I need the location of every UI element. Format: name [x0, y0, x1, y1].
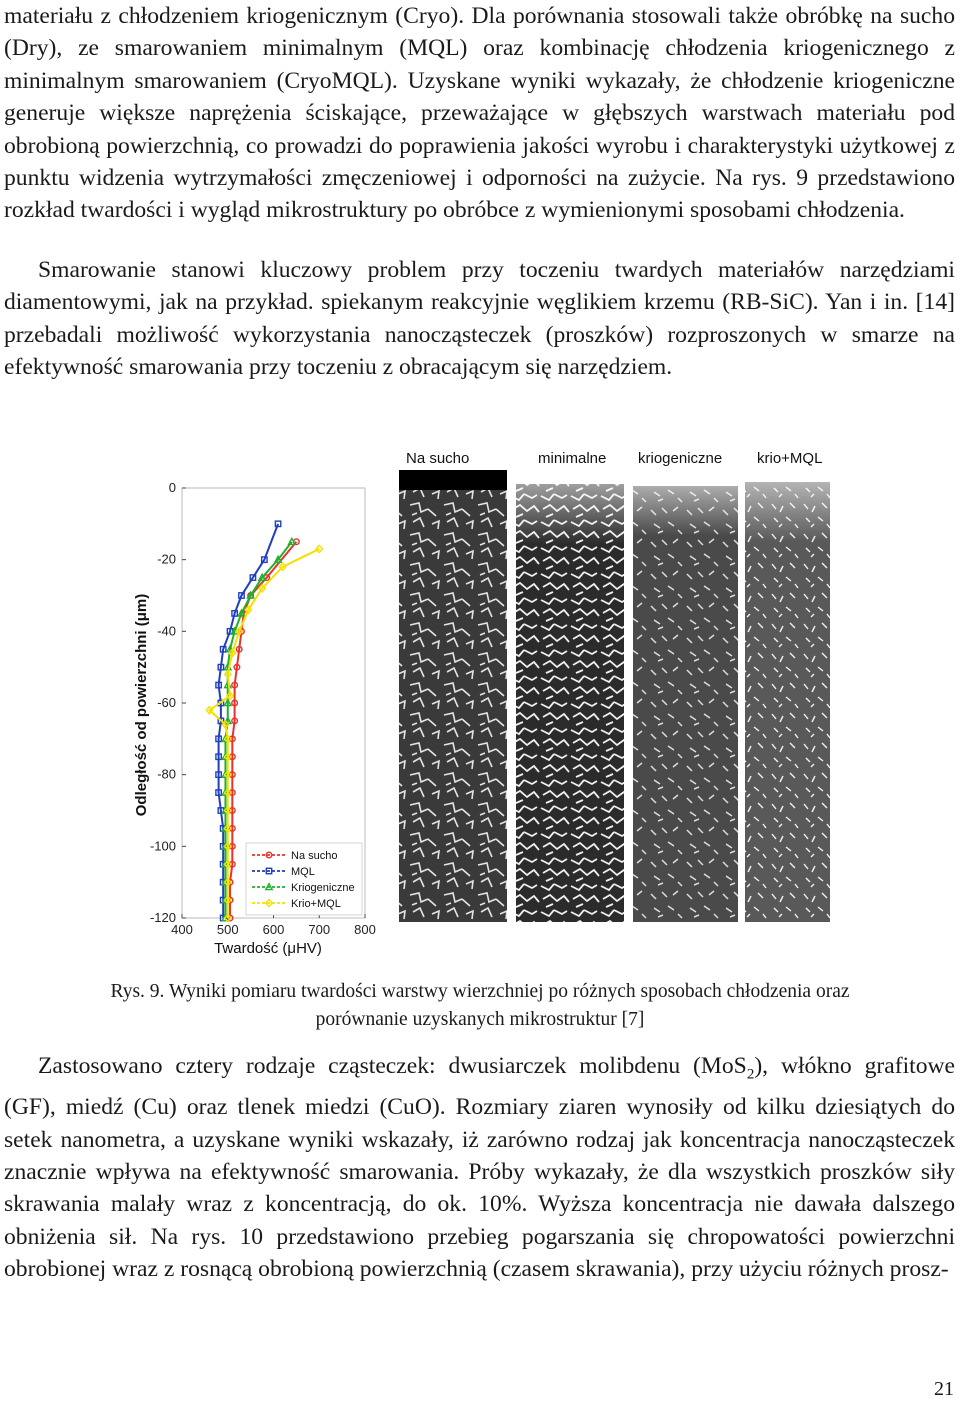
micrograph-cryo-mql-fade [745, 482, 830, 542]
y-tick-label: 0 [168, 480, 176, 495]
figure-caption [40, 978, 920, 1034]
hardness-chart [133, 480, 376, 957]
legend-label: Kriogeniczne [291, 882, 355, 894]
x-tick-label: 500 [216, 922, 239, 937]
micrograph-label-dry: Na sucho [406, 450, 470, 467]
chart-x-axis-title: Twardość (μHV) [214, 940, 322, 957]
paragraph-3-part-b: ), włókno grafitowe (GF), miedź (Cu) oraz tlenek miedzi (CuO). Rozmiary ziaren wynosiły od kilku dziesiątych do setek nanometra, a uzyskane wyniki wskazały, iż zarówno rodzaj jak koncentracja nanocząsteczek znacznie wpływa na efektywność smarowania. Próby wykazały, że dla wszystkich proszków siły skrawania malały wraz z koncentracją, do ok. 10%. Wyższa koncentracja nie dawała dalszego obniżenia sił. Na rys. 10 przedstawiono przebieg pogarszania się chropowatości powierzchni obrobionej wraz z rosnącą obrobioną powierzchnią (czasem skrawania), przy użyciu różnych prosz- [4, 1053, 956, 1283]
x-tick-label: 800 [354, 922, 376, 937]
x-tick-label: 700 [308, 922, 331, 937]
paragraph-3-part-a: Zastosowano cztery rodzaje cząsteczek: dwusiarczek molibdenu (MoS [38, 1053, 747, 1079]
figure-9 [0, 440, 960, 980]
paragraph-3-subscript: 2 [746, 1066, 755, 1083]
micrograph-label-cryo: kriogeniczne [638, 450, 723, 467]
y-tick-label: -60 [157, 695, 176, 710]
chart-y-axis-title: Odległość od powierzchni (μm) [133, 593, 150, 817]
micrograph-panels [399, 450, 830, 922]
micrograph-cryo-mql [745, 482, 830, 922]
y-tick-label: -80 [157, 766, 176, 782]
micrograph-top-edge [399, 470, 507, 490]
legend-label: Krio+MQL [291, 898, 341, 910]
micrograph-cryo [633, 486, 738, 922]
y-tick-label: -40 [157, 623, 176, 639]
micrograph-dry [399, 490, 507, 922]
figure-svg [0, 440, 960, 980]
figure-caption-line-2: porównanie uzyskanych mikrostruktur [7] [315, 1009, 645, 1030]
paragraph-2: Smarowanie stanowi kluczowy problem przy toczeniu twardych materiałów narzędziami diamentowymi, jak na przykład. spiekanym reakcyjnie węglikiem krzemu (RB-SiC). Yan i in. [14] przebadali możliwość wykorzystania nanocząsteczek (proszków) rozproszonych w smarze na efektywność smarowania przy toczeniu z obracającym się narzędziem. [4, 257, 955, 381]
figure-caption-line-1: Rys. 9. Wyniki pomiaru twardości warstwy wierzchniej po różnych sposobach chłodzenia oraz [110, 981, 850, 1002]
legend-label: MQL [291, 866, 315, 878]
micrograph-label-mql: minimalne [538, 450, 607, 467]
micrograph-cryo-fade [633, 486, 738, 536]
x-tick-label: 600 [262, 922, 285, 937]
x-tick-label: 400 [171, 922, 193, 937]
chart-legend [246, 843, 362, 915]
legend-label: Na sucho [291, 850, 338, 862]
micrograph-mql-fade [516, 484, 624, 544]
micrograph-label-cryo-mql: krio+MQL [757, 450, 823, 467]
y-tick-label: -100 [149, 838, 176, 854]
page-number: 21 [934, 1378, 954, 1400]
y-tick-label: -120 [149, 910, 176, 925]
micrograph-mql [516, 484, 624, 922]
y-tick-label: -20 [157, 551, 176, 567]
paragraph-1: materiału z chłodzeniem kriogenicznym (Cryo). Dla porównania stosowali także obróbkę na sucho (Dry), ze smarowaniem minimalnym (MQL) oraz kombinację chłodzenia kriogenicznego z minimalnym smarowaniem (CryoMQL). Uzyskane wyniki wykazały, że chłodzenie kriogeniczne generuje większe naprężenia ściskające, przeważające w głębszych warstwach materiału pod obrobioną powierzchnią, co prowadzi do poprawienia jakości wyrobu i charakterystyki użytkowej z punktu widzenia wytrzymałości zmęczeniowej i odporności na zużycie. Na rys. 9 przedstawiono rozkład twardości i wygląd mikrostruktury po obróbce z wymienionymi sposobami chłodzenia. [4, 3, 955, 224]
paragraph-3 [4, 1050, 955, 1286]
